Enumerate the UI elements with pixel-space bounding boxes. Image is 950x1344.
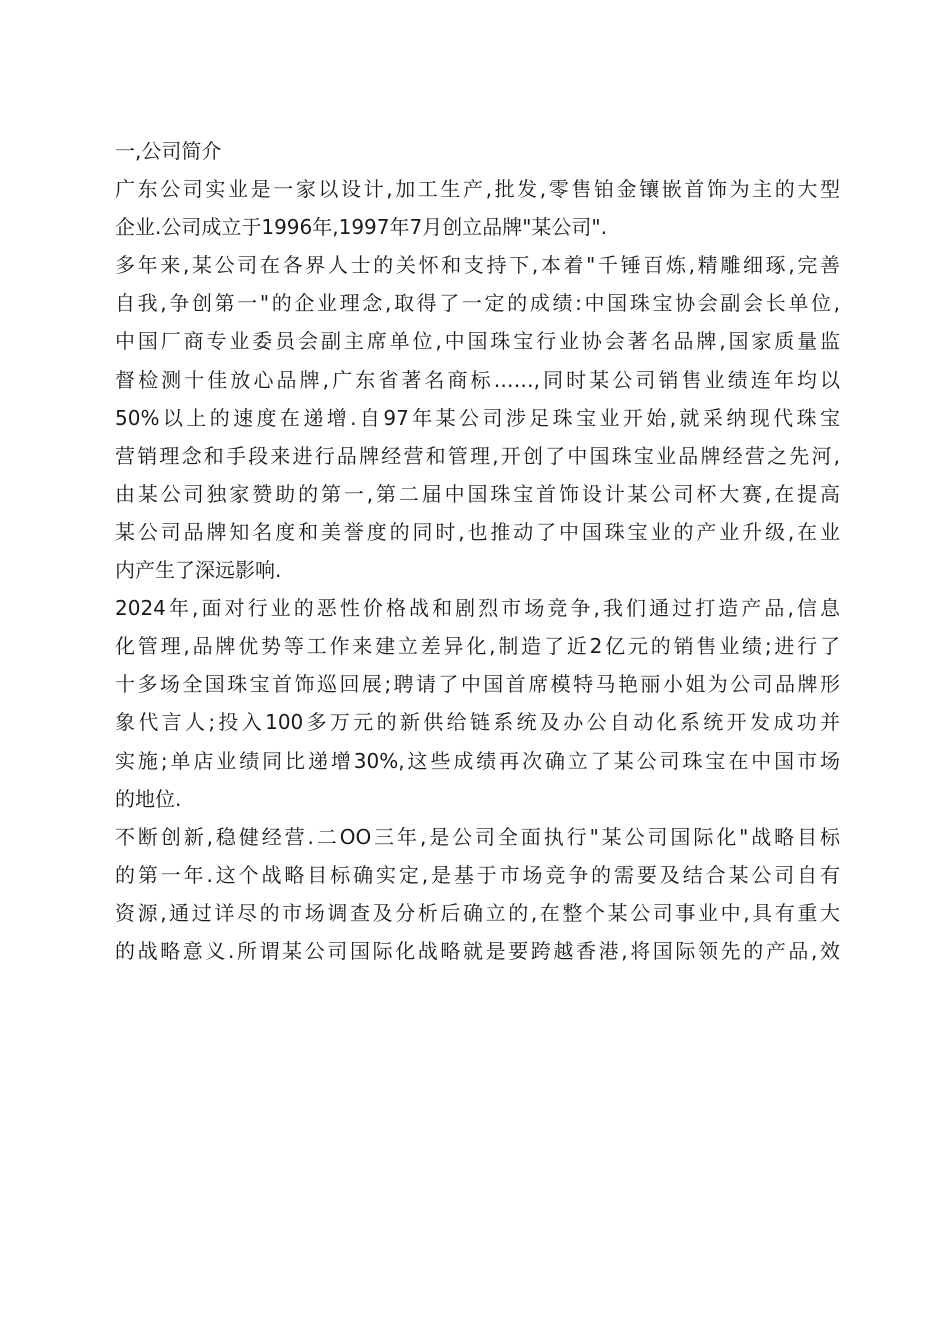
text-line: 50%以上的速度在递增.自97年某公司涉足珠宝业开始,就采纳现代珠宝 xyxy=(115,405,840,430)
paragraph xyxy=(115,589,840,818)
text-line: 督检测十佳放心品牌,广东省著名商标……,同时某公司销售业绩连年均以 xyxy=(115,367,840,392)
text-line: 不断创新,稳健经营.二OO三年,是公司全面执行"某公司国际化"战略目标 xyxy=(115,824,840,849)
text-line: 十多场全国珠宝首饰巡回展;聘请了中国首席模特马艳丽小姐为公司品牌形 xyxy=(115,672,840,697)
paragraph xyxy=(115,818,840,970)
text-line: 由某公司独家赞助的第一,第二届中国珠宝首饰设计某公司杯大赛,在提高 xyxy=(115,481,840,506)
paragraph xyxy=(115,170,840,246)
text-line: 内产生了深远影响. xyxy=(115,558,282,583)
text-line: 的第一年.这个战略目标确实定,是基于市场竞争的需要及结合某公司自有 xyxy=(115,862,840,887)
text-line: 象代言人;投入100多万元的新供给链系统及办公自动化系统开发成功并 xyxy=(115,710,840,735)
document-body xyxy=(115,170,840,970)
text-line: 营销理念和手段来进行品牌经营和管理,开创了中国珠宝业品牌经营之先河, xyxy=(115,443,840,468)
text-line: 企业.公司成立于1996年,1997年7月创立品牌"某公司". xyxy=(115,215,607,240)
text-line: 实施;单店业绩同比递增30%,这些成绩再次确立了某公司珠宝在中国市场 xyxy=(115,748,840,773)
text-line: 多年来,某公司在各界人士的关怀和支持下,本着"千锤百炼,精雕细琢,完善 xyxy=(115,253,840,278)
paragraph xyxy=(115,246,840,589)
text-line: 2024年,面对行业的恶性价格战和剧烈市场竞争,我们通过打造产品,信息 xyxy=(115,596,840,621)
text-line: 资源,通过详尽的市场调查及分析后确立的,在整个某公司事业中,具有重大 xyxy=(115,900,840,925)
text-line: 化管理,品牌优势等工作来建立差异化,制造了近2亿元的销售业绩;进行了 xyxy=(115,634,840,659)
text-line: 广东公司实业是一家以设计,加工生产,批发,零售铂金镶嵌首饰为主的大型 xyxy=(115,177,840,202)
document-page xyxy=(115,132,840,970)
text-line: 自我,争创第一"的企业理念,取得了一定的成绩:中国珠宝协会副会长单位, xyxy=(115,291,840,316)
text-line: 的地位. xyxy=(115,786,182,811)
text-line: 的战略意义.所谓某公司国际化战略就是要跨越香港,将国际领先的产品,效 xyxy=(115,938,840,963)
section-heading: 一,公司简介 xyxy=(115,139,222,163)
text-line: 某公司品牌知名度和美誉度的同时,也推动了中国珠宝业的产业升级,在业 xyxy=(115,519,840,544)
text-line: 中国厂商专业委员会副主席单位,中国珠宝行业协会著名品牌,国家质量监 xyxy=(115,329,840,354)
